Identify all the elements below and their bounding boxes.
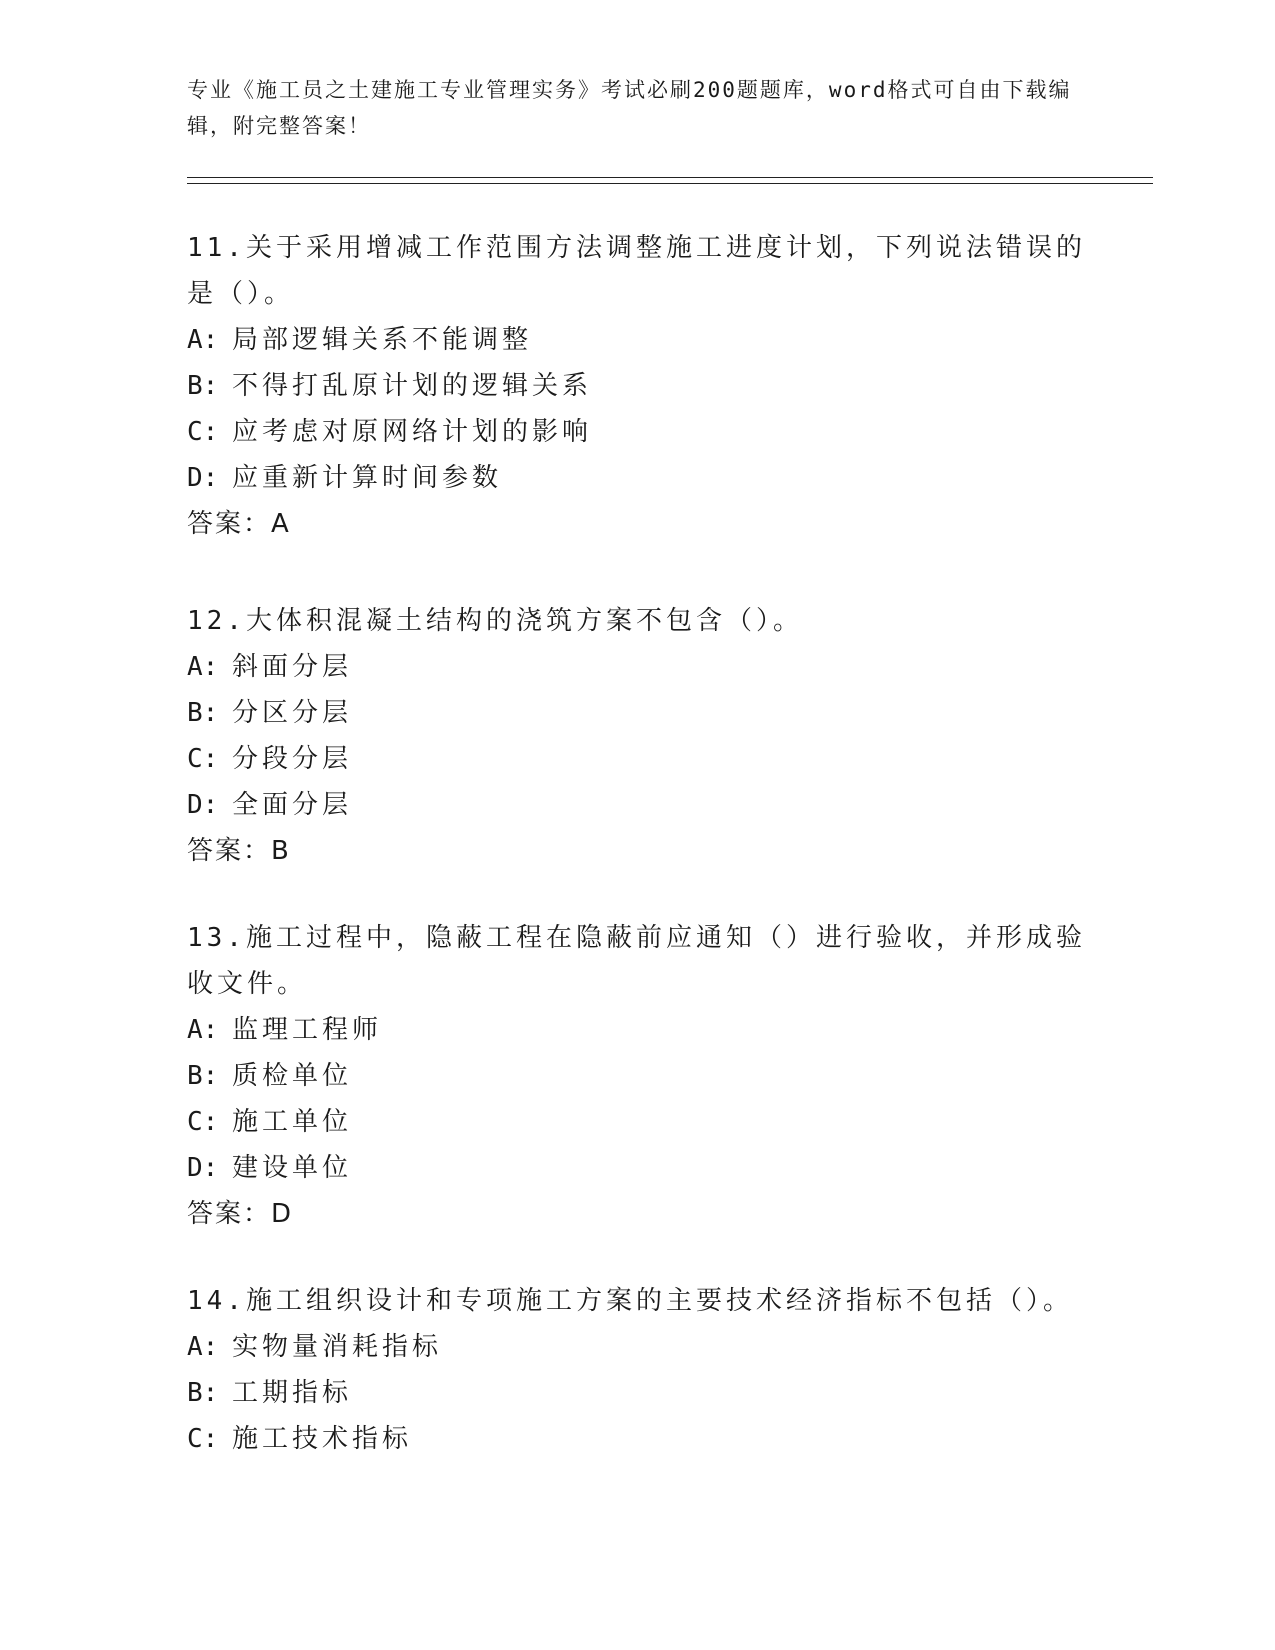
option-key: B: — [187, 698, 219, 728]
answer-value: B — [271, 836, 291, 866]
question-stem: 11.关于采用增减工作范围方法调整施工进度计划，下列说法错误的是（）。 — [187, 233, 1086, 309]
option-b — [187, 690, 1087, 736]
option-key: B: — [187, 371, 219, 401]
answer-label: 答案： — [187, 1199, 272, 1229]
document-header — [187, 72, 1087, 144]
option-text: 局部逻辑关系不能调整 — [232, 325, 533, 355]
header-divider-top — [187, 177, 1153, 178]
option-b — [187, 1370, 1087, 1416]
option-c — [187, 736, 1087, 782]
option-key: B: — [187, 1378, 219, 1408]
answer-label: 答案： — [187, 509, 272, 539]
option-c — [187, 409, 1087, 455]
option-key: A: — [187, 652, 219, 682]
option-a — [187, 1007, 1087, 1053]
question-11 — [187, 225, 1087, 547]
option-text: 质检单位 — [232, 1061, 353, 1091]
option-text: 全面分层 — [232, 790, 353, 820]
option-text: 不得打乱原计划的逻辑关系 — [232, 371, 593, 401]
option-key: D: — [187, 1153, 219, 1183]
answer-label: 答案： — [187, 836, 272, 866]
option-key: C: — [187, 417, 219, 447]
option-text: 施工单位 — [232, 1107, 353, 1137]
answer-line — [187, 501, 1087, 547]
question-stem: 13.施工过程中，隐蔽工程在隐蔽前应通知（）进行验收，并形成验收文件。 — [187, 923, 1086, 999]
option-text: 应考虑对原网络计划的影响 — [232, 417, 593, 447]
option-a — [187, 317, 1087, 363]
answer-line — [187, 828, 1087, 874]
option-d — [187, 455, 1087, 501]
option-b — [187, 363, 1087, 409]
option-a — [187, 644, 1087, 690]
option-text: 实物量消耗指标 — [232, 1332, 443, 1362]
option-key: D: — [187, 790, 219, 820]
option-a — [187, 1324, 1087, 1370]
header-intro-text: 专业《施工员之土建施工专业管理实务》考试必刷200题题库，word格式可自由下载编辑，附完整答案！ — [187, 78, 1072, 138]
question-12 — [187, 598, 1087, 874]
answer-line — [187, 1191, 1087, 1237]
option-text: 分段分层 — [232, 744, 353, 774]
option-text: 分区分层 — [232, 698, 353, 728]
option-key: C: — [187, 1107, 219, 1137]
question-14 — [187, 1278, 1087, 1462]
option-key: A: — [187, 325, 219, 355]
option-key: A: — [187, 1015, 219, 1045]
option-key: D: — [187, 463, 219, 493]
option-d — [187, 1145, 1087, 1191]
answer-value: D — [271, 1199, 294, 1229]
option-text: 应重新计算时间参数 — [232, 463, 503, 493]
question-13 — [187, 915, 1087, 1237]
option-text: 建设单位 — [232, 1153, 353, 1183]
option-b — [187, 1053, 1087, 1099]
header-divider-bottom — [187, 183, 1153, 184]
option-d — [187, 782, 1087, 828]
option-text: 斜面分层 — [232, 652, 353, 682]
option-text: 监理工程师 — [232, 1015, 383, 1045]
option-c — [187, 1099, 1087, 1145]
answer-value: A — [271, 509, 291, 539]
option-key: B: — [187, 1061, 219, 1091]
option-key: C: — [187, 1424, 219, 1454]
option-key: C: — [187, 744, 219, 774]
option-text: 工期指标 — [232, 1378, 353, 1408]
option-c — [187, 1416, 1087, 1462]
option-key: A: — [187, 1332, 219, 1362]
option-text: 施工技术指标 — [232, 1424, 413, 1454]
question-stem: 12.大体积混凝土结构的浇筑方案不包含（）。 — [187, 606, 803, 636]
question-stem: 14.施工组织设计和专项施工方案的主要技术经济指标不包括（）。 — [187, 1286, 1073, 1316]
